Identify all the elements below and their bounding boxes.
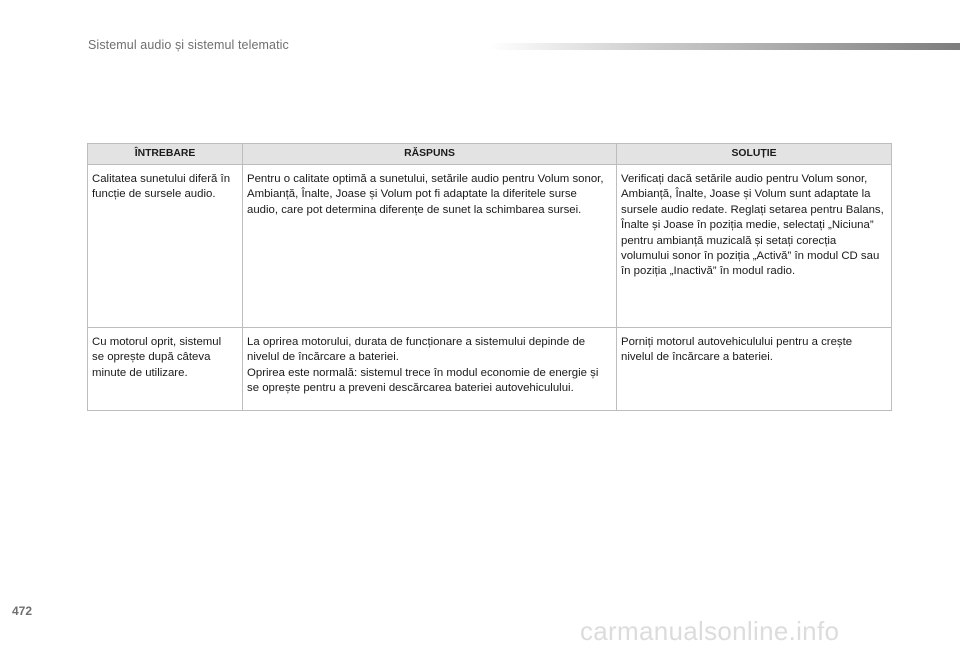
solution-cell: Verificați dacă setările audio pentru Volum sonor, Ambianță, Înalte, Joase și Volum sunt adaptate la sursele audio redate. Reglați setarea pentru Balans, Înalte și Joase în poziția medie, selectați „Niciuna” pentru ambianță muzicală și setați corecția volumului sonor în poziția „Activă” în modul CD sau în poziția „Inactivă” în modul radio.: [617, 165, 892, 328]
header-solution: SOLUȚIE: [617, 144, 892, 165]
watermark: carmanualsonline.info: [580, 616, 840, 646]
solution-cell: Porniți motorul autovehiculului pentru a crește nivelul de încărcare a bateriei.: [617, 328, 892, 411]
header-answer: RĂSPUNS: [243, 144, 617, 165]
header-gradient-bar: [490, 43, 960, 50]
question-cell: Calitatea sunetului diferă în funcție de sursele audio.: [88, 165, 243, 328]
header-question: ÎNTREBARE: [88, 144, 243, 165]
table-row: [88, 328, 892, 411]
question-cell: Cu motorul oprit, sistemul se oprește după câteva minute de utilizare.: [88, 328, 243, 411]
faq-table: [87, 143, 892, 411]
answer-cell: Pentru o calitate optimă a sunetului, setările audio pentru Volum sonor, Ambianță, Înalte, Joase și Volum pot fi adaptate la diferitele surse audio, care pot determina diferențe de sunet la schimbarea sursei.: [243, 165, 617, 328]
answer-cell: La oprirea motorului, durata de funcționare a sistemului depinde de nivelul de încărcare a bateriei. Oprirea este normală: sistemul trece în modul economie de energie și se oprește pentru a preveni descărcarea bateriei autovehiculului.: [243, 328, 617, 411]
page-number: 472: [12, 604, 33, 618]
section-title: Sistemul audio și sistemul telematic: [88, 38, 289, 52]
table-row: [88, 165, 892, 328]
table-header-row: [88, 144, 892, 165]
